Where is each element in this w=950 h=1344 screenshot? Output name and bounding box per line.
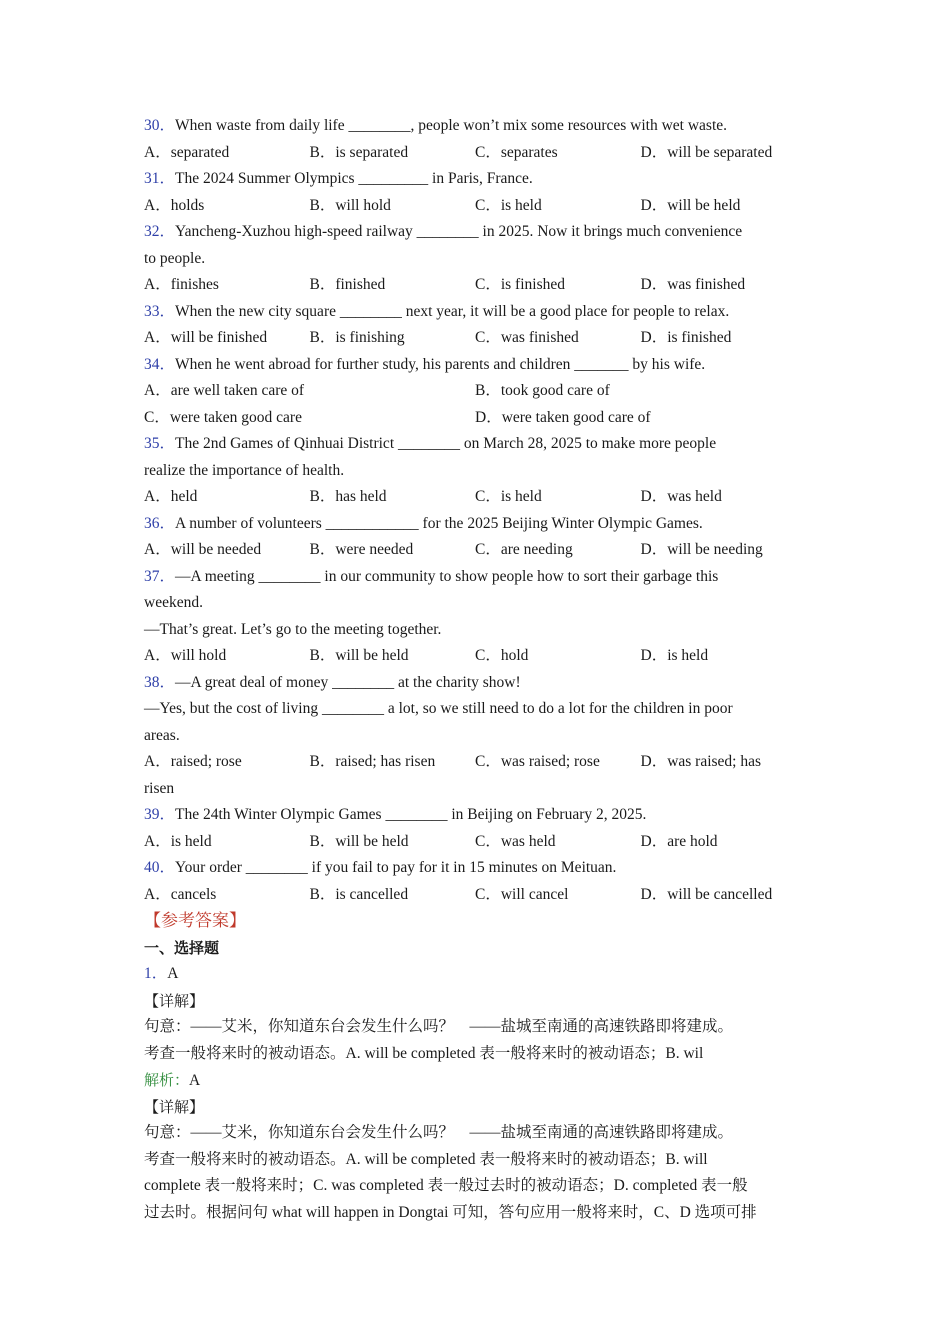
answer-option: A．will be needed xyxy=(144,541,262,558)
question-stem xyxy=(144,511,814,538)
option-row xyxy=(144,193,814,220)
answer-option: B．finished xyxy=(309,276,386,293)
question-number: 37． xyxy=(144,567,176,585)
answer-option: C．is finished xyxy=(475,276,565,293)
detail-text: 考查一般将来时的被动语态。A. will be completed 表一般将来时的被动语态；B. will xyxy=(144,1150,708,1168)
detail-label: 【详解】 xyxy=(144,991,205,1010)
detail-text: 过去时。根据问句 what will happen in Dongtai 可知，答句应用一般将来时，C、D 选项可排 xyxy=(144,1203,757,1221)
option-row xyxy=(144,140,814,167)
answer-option: A．finishes xyxy=(144,276,219,293)
question-text: Yancheng-Xuzhou high-speed railway ________ in 2025. Now it brings much convenience xyxy=(175,223,743,240)
answer-option: B．is separated xyxy=(309,143,409,161)
question-block xyxy=(144,564,814,670)
answer-key-title: 【参考答案】 xyxy=(144,911,246,930)
question-stem xyxy=(144,590,814,617)
answer-option: A．are well taken care of xyxy=(144,382,305,399)
question-text: The 2nd Games of Qinhuai District ________ on March 28, 2025 to make more people xyxy=(175,435,717,452)
question-number: 38． xyxy=(144,673,176,691)
answer-value: A xyxy=(167,965,179,982)
answer-option: D．was raised; has xyxy=(640,753,762,770)
question-text: The 24th Winter Olympic Games ________ in Beijing on February 2, 2025. xyxy=(175,806,647,823)
question-stem xyxy=(144,431,814,458)
answer-option: A．is held xyxy=(144,832,212,850)
question-stem xyxy=(144,696,814,723)
detail-text: 考查一般将来时的被动语态。A. will be completed 表一般将来时的被动语态；B. wil xyxy=(144,1044,704,1062)
answer-option: B．will be held xyxy=(309,647,409,664)
answer-option: B．is cancelled xyxy=(309,885,409,903)
answer-option: D．was finished xyxy=(640,276,746,293)
detail-text: 句意：——艾米，你知道东台会发生什么吗？ ——盐城至南通的高速铁路即将建成。 xyxy=(144,1018,734,1035)
question-block xyxy=(144,511,814,564)
answer-option: D．were taken good care of xyxy=(475,408,651,426)
option-row xyxy=(144,272,814,299)
question-number: 39． xyxy=(144,806,176,823)
question-number: 32． xyxy=(144,223,176,240)
question-block xyxy=(144,352,814,432)
answer-option: A．held xyxy=(144,488,198,505)
question-text: A number of volunteers ____________ for the 2025 Beijing Winter Olympic Games. xyxy=(175,514,703,532)
answer-option: D．is held xyxy=(640,647,709,664)
answer-option: B．is finishing xyxy=(309,329,405,346)
answer-number: 1． xyxy=(144,965,168,982)
answer-option: D．is finished xyxy=(640,329,732,346)
option-row xyxy=(144,325,814,352)
question-stem xyxy=(144,299,814,326)
answer-option: C．was raised; rose xyxy=(475,753,600,770)
question-stem xyxy=(144,458,814,485)
question-text: —A great deal of money ________ at the charity show! xyxy=(175,673,521,691)
question-block xyxy=(144,219,814,299)
answer-option: D．was held xyxy=(640,488,722,505)
answer-option: D．will be needing xyxy=(640,541,763,558)
question-stem xyxy=(144,352,814,379)
question-stem xyxy=(144,617,814,644)
answer-option: A．raised; rose xyxy=(144,753,242,770)
option-row xyxy=(144,405,814,432)
question-stem xyxy=(144,855,814,882)
question-stem xyxy=(144,113,814,140)
section-heading: 一、选择题 xyxy=(144,938,220,957)
question-text: —That’s great. Let’s go to the meeting together. xyxy=(144,620,442,638)
answer-option: D．will be separated xyxy=(640,143,773,161)
option-row xyxy=(144,749,814,776)
question-text: Your order ________ if you fail to pay for it in 15 minutes on Meituan. xyxy=(175,859,617,876)
option-row xyxy=(144,882,814,909)
answer-option: B．raised; has risen xyxy=(309,753,436,770)
question-number: 33． xyxy=(144,302,176,320)
answer-option: C．was held xyxy=(475,832,556,850)
answer-option: A．separated xyxy=(144,143,230,161)
answer-option: B．were needed xyxy=(309,541,414,558)
answer-option: C．is held xyxy=(475,488,542,505)
question-text: —A meeting ________ in our community to show people how to sort their garbage this xyxy=(175,567,719,585)
answer-item xyxy=(144,961,814,988)
question-text: weekend. xyxy=(144,594,203,611)
analysis-answer: A xyxy=(189,1072,201,1089)
answer-option: B．will hold xyxy=(309,196,391,214)
answer-option: C．separates xyxy=(475,143,558,161)
question-text: When the new city square ________ next year, it will be a good place for people to relax. xyxy=(175,302,730,320)
answer-option: C．will cancel xyxy=(475,885,569,903)
question-number: 35． xyxy=(144,435,176,452)
question-number: 31． xyxy=(144,170,176,187)
question-block xyxy=(144,855,814,908)
answer-option: A．will hold xyxy=(144,647,227,664)
analysis-line xyxy=(144,1067,814,1094)
detail-text: 句意：——艾米，你知道东台会发生什么吗？ ——盐城至南通的高速铁路即将建成。 xyxy=(144,1124,734,1141)
answer-option: B．has held xyxy=(309,488,387,505)
question-number: 36． xyxy=(144,514,176,532)
detail-label: 【详解】 xyxy=(144,1097,205,1116)
option-row xyxy=(144,378,814,405)
answer-option: C．is held xyxy=(475,196,542,214)
answer-option: B．will be held xyxy=(309,832,409,850)
answer-option: D．are hold xyxy=(640,832,718,850)
question-block xyxy=(144,802,814,855)
question-block xyxy=(144,670,814,803)
question-text: The 2024 Summer Olympics _________ in Paris, France. xyxy=(175,170,533,187)
analysis-label: 解析： xyxy=(144,1071,190,1089)
question-number: 30． xyxy=(144,117,176,134)
answer-option: B．took good care of xyxy=(475,382,610,399)
question-stem xyxy=(144,723,814,750)
question-text: —Yes, but the cost of living ________ a lot, so we still need to do a lot for the children in poor xyxy=(144,700,733,717)
answer-option: A．cancels xyxy=(144,885,217,903)
option-row xyxy=(144,643,814,670)
option-row xyxy=(144,537,814,564)
question-block xyxy=(144,299,814,352)
question-stem xyxy=(144,802,814,829)
question-number: 34． xyxy=(144,355,176,373)
option-row xyxy=(144,484,814,511)
question-text: When waste from daily life ________, people won’t mix some resources with wet waste. xyxy=(175,117,727,134)
answer-option: D．will be cancelled xyxy=(640,885,773,903)
document-page xyxy=(144,113,814,1226)
question-stem xyxy=(144,219,814,246)
question-number: 40． xyxy=(144,859,176,876)
detail-text: complete 表一般将来时；C. was completed 表一般过去时的被动语态；D. completed 表一般 xyxy=(144,1177,748,1194)
question-text: to people. xyxy=(144,249,206,267)
question-stem xyxy=(144,564,814,591)
question-text: areas. xyxy=(144,726,180,744)
question-text: realize the importance of health. xyxy=(144,461,345,479)
option-continuation: risen xyxy=(144,779,175,797)
answer-option: C．are needing xyxy=(475,541,573,558)
question-block xyxy=(144,431,814,511)
question-stem xyxy=(144,246,814,273)
answer-option: C．was finished xyxy=(475,329,579,346)
question-block xyxy=(144,166,814,219)
question-block xyxy=(144,113,814,166)
answer-option: A．will be finished xyxy=(144,329,268,346)
answer-option: C．hold xyxy=(475,647,529,664)
answer-option: C．were taken good care xyxy=(144,408,302,426)
question-stem xyxy=(144,166,814,193)
option-row xyxy=(144,829,814,856)
question-text: When he went abroad for further study, his parents and children _______ by his wife. xyxy=(175,355,706,373)
question-list xyxy=(144,113,814,908)
question-stem xyxy=(144,670,814,697)
answer-option: A．holds xyxy=(144,196,205,214)
answer-option: D．will be held xyxy=(640,196,741,214)
